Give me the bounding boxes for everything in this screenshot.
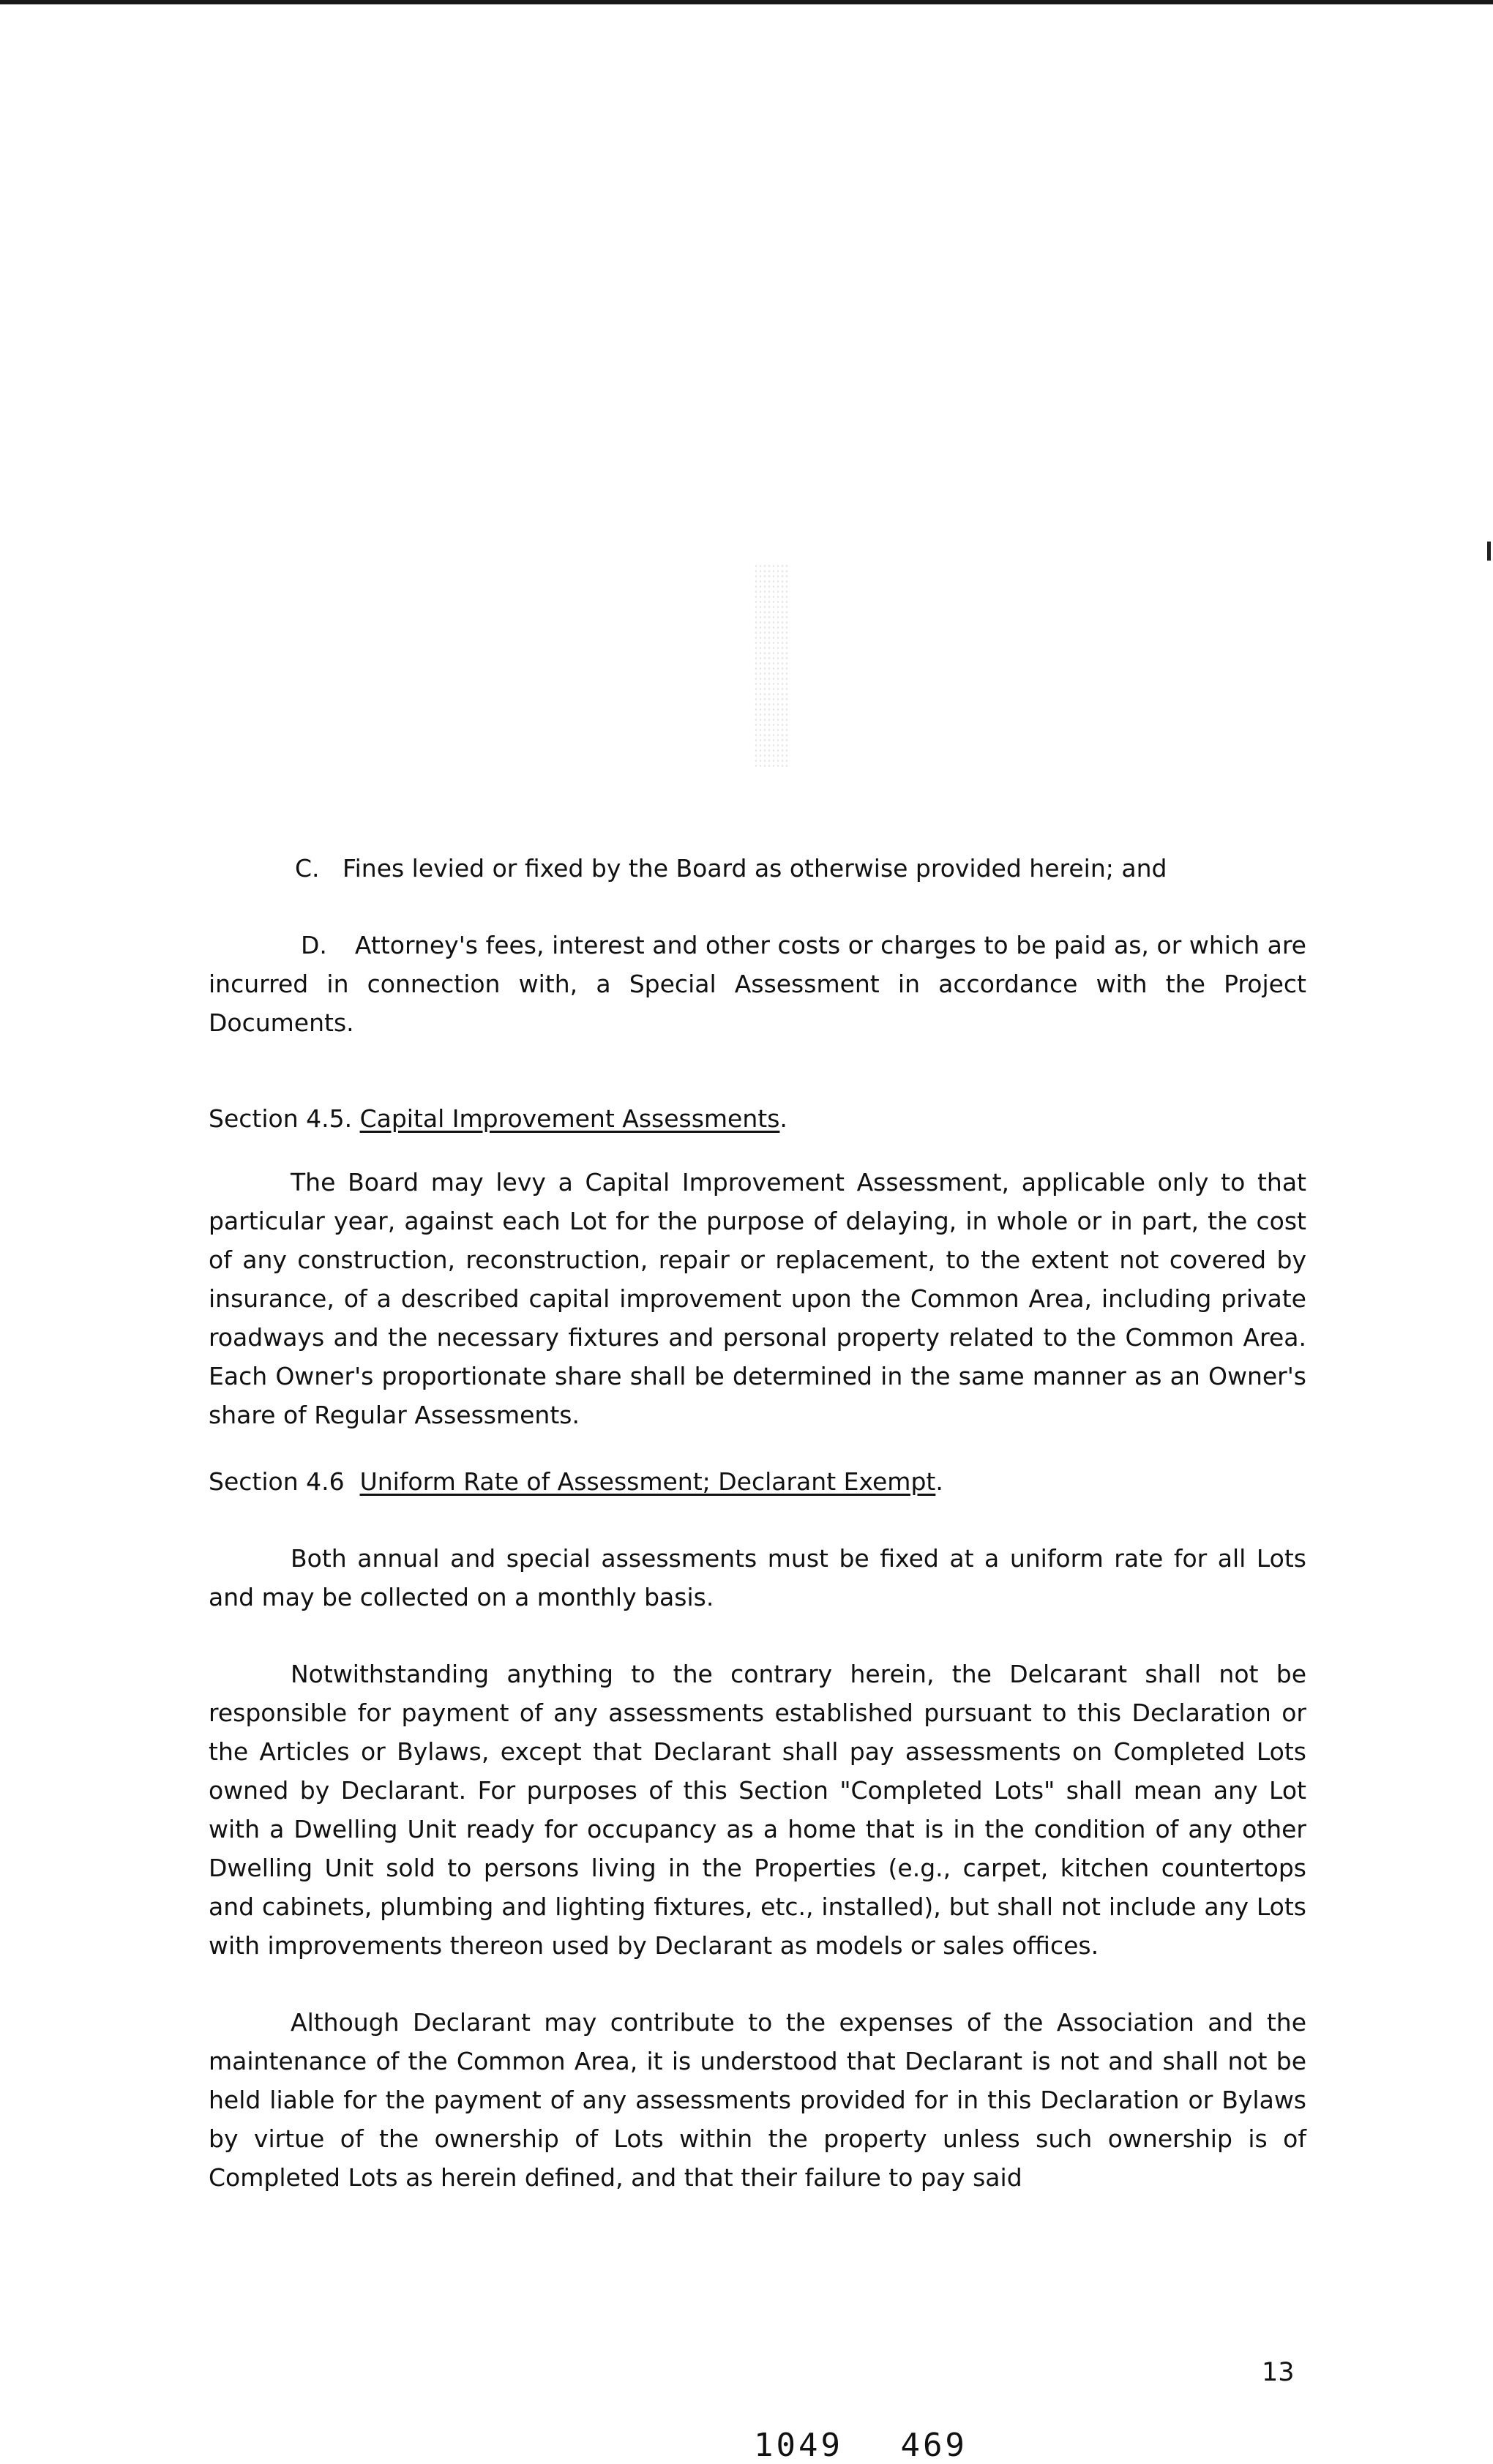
item-d-label: D. [301,931,327,959]
document-body [209,849,1306,2197]
scan-edge-mark [1487,542,1491,561]
section-4-6-number: Section 4.6 [209,1467,345,1496]
page-number: 13 [1262,2358,1295,2387]
scan-top-edge [0,0,1493,4]
section-4-5-heading [209,1099,1306,1138]
item-d [209,926,1306,1042]
section-4-6-title: Uniform Rate of Assessment; Declarant Exempt [359,1467,936,1496]
item-c [209,849,1306,888]
book-page-reference: 1049 469 [754,2427,968,2464]
section-4-6-paragraph-3: Although Declarant may contribute to the expenses of the Association and the maintenance of the Common Area, it is understood that Declarant is not and shall not be held liable for the payment of any assessments provided for in this Declaration or Bylaws by virtue of the ownership of Lots within the property unless such ownership is of Completed Lots as herein defined, and that their failure to pay said [209,2008,1306,2192]
section-4-6-paragraph-1: Both annual and special assessments must be fixed at a uniform rate for all Lots and may be collected on a monthly basis. [209,1544,1306,1611]
section-4-5-title: Capital Improvement Assessments [359,1104,780,1133]
section-4-6-heading [209,1462,1306,1501]
section-4-5-body: The Board may levy a Capital Improvement Assessment, applicable only to that particular year, against each Lot for the purpose of delaying, in whole or in part, the cost of any construction, reconstruction, repair or replacement, to the extent not covered by insurance, of a described capital improvement upon the Common Area, including private roadways and the necessary fixtures and personal property related to the Common Area. Each Owner's proportionate share shall be determined in the same manner as an Owner's share of Regular Assessments. [209,1168,1306,1429]
item-d-text: Attorney's fees, interest and other costs or charges to be paid as, or which are incurred in connection with, a Special Assessment in accordance with the Project Documents. [209,931,1306,1037]
section-4-6-paragraph-2: Notwithstanding anything to the contrary herein, the Delcarant shall not be responsible for payment of any assessments established pursuant to this Declaration or the Articles or Bylaws, except that Declarant shall pay assessments on Completed Lots owned by Declarant. For purposes of this Section "Completed Lots" shall mean any Lot with a Dwelling Unit ready for occupancy as a home that is in the condition of any other Dwelling Unit sold to persons living in the Properties (e.g., carpet, kitchen countertops and cabinets, plumbing and lighting fixtures, etc., installed), but shall not include any Lots with improvements thereon used by Declarant as models or sales offices. [209,1660,1306,1960]
section-4-6-punct: . [935,1467,943,1496]
section-4-5-punct: . [779,1104,787,1133]
scan-speckle [754,563,790,768]
item-c-text: Fines levied or fixed by the Board as otherwise provided herein; and [343,854,1167,883]
item-c-label: C. [295,854,320,883]
section-4-5-number: Section 4.5. [209,1104,353,1133]
